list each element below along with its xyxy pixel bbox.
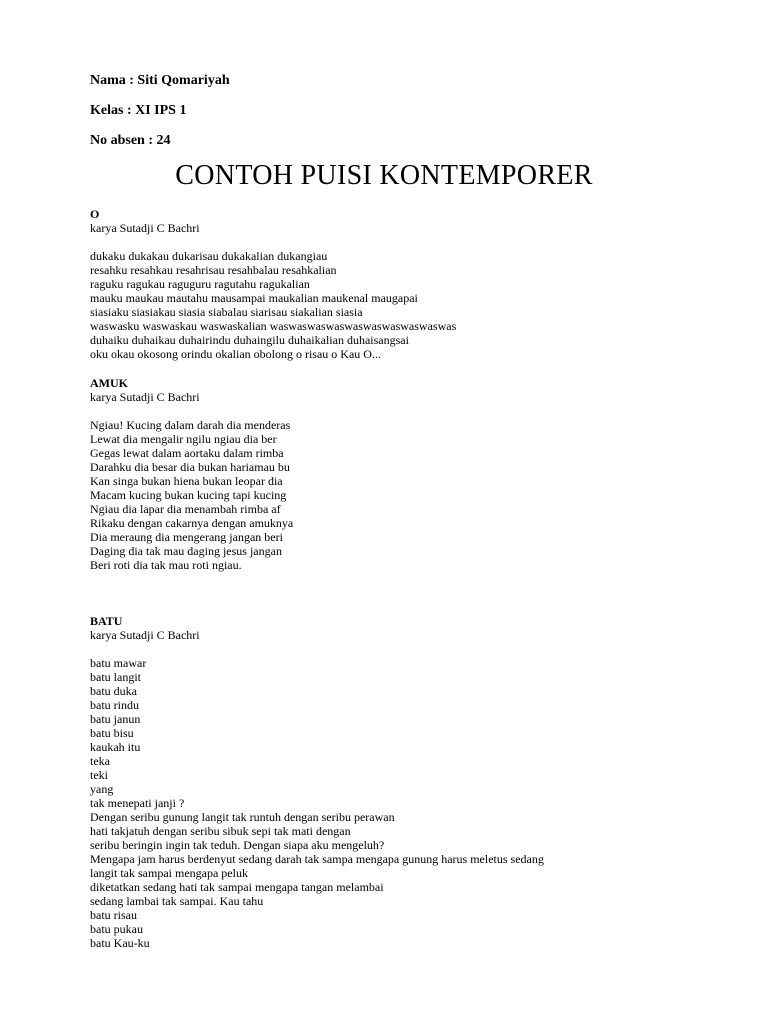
poem-line: Rikaku dengan cakarnya dengan amuknya <box>90 516 294 530</box>
poem-line: Daging dia tak mau daging jesus jangan <box>90 544 282 558</box>
poem-line: seribu beringin ingin tak teduh. Dengan siapa aku mengeluh? <box>90 838 385 852</box>
poem-line: duhaiku duhaikau duhairindu duhaingilu duhaikalian duhaisangsai <box>90 333 409 347</box>
poem-batu <box>90 614 544 950</box>
poem-line: batu Kau-ku <box>90 936 150 950</box>
poem-line: batu pukau <box>90 922 143 936</box>
poem-line: mauku maukau mautahu mausampai maukalian maukenal maugapai <box>90 291 418 305</box>
poem-amuk <box>90 376 293 572</box>
poem-line: raguku ragukau raguguru ragutahu ragukalian <box>90 277 310 291</box>
poem-body <box>90 249 456 361</box>
poem-line: Ngiau! Kucing dalam darah dia menderas <box>90 418 291 432</box>
poem-line: Lewat dia mengalir ngilu ngiau dia ber <box>90 432 277 446</box>
poem-line: teka <box>90 754 110 768</box>
poem-author: karya Sutadji C Bachri <box>90 221 200 235</box>
poem-line: diketatkan sedang hati tak sampai mengapa tangan melambai <box>90 880 384 894</box>
poem-line: batu janun <box>90 712 141 726</box>
poem-line: dukaku dukakau dukarisau dukakalian dukangiau <box>90 249 328 263</box>
poem-line: Macam kucing bukan kucing tapi kucing <box>90 488 287 502</box>
student-absen-number: No absen : 24 <box>90 133 171 148</box>
poem-line: Ngiau dia lapar dia menambah rimba af <box>90 502 281 516</box>
poem-line: batu duka <box>90 684 137 698</box>
poem-line: resahku resahkau resahrisau resahbalau resahkalian <box>90 263 337 277</box>
poem-line: Darahku dia besar dia bukan hariamau bu <box>90 460 290 474</box>
poem-line: Dengan seribu gunung langit tak runtuh dengan seribu perawan <box>90 810 395 824</box>
poem-line: yang <box>90 782 114 796</box>
document-title: CONTOH PUISI KONTEMPORER <box>175 160 593 191</box>
poem-line: langit tak sampai mengapa peluk <box>90 866 248 880</box>
poem-line: Gegas lewat dalam aortaku dalam rimba <box>90 446 284 460</box>
poem-title: O <box>90 207 100 221</box>
poem-line: batu langit <box>90 670 141 684</box>
student-name: Nama : Siti Qomariyah <box>90 73 230 88</box>
poem-body <box>90 418 293 572</box>
poem-line: waswasku waswaskau waswaskalian waswaswaswaswaswaswaswaswaswas <box>90 319 457 333</box>
poem-line: sedang lambai tak sampai. Kau tahu <box>90 894 264 908</box>
poem-author: karya Sutadji C Bachri <box>90 628 200 642</box>
poem-line: tak menepati janji ? <box>90 796 185 810</box>
poem-line: oku okau okosong orindu okalian obolong o risau o Kau O... <box>90 347 381 361</box>
poem-line: hati takjatuh dengan seribu sibuk sepi tak mati dengan <box>90 824 351 838</box>
poem-line: kaukah itu <box>90 740 141 754</box>
poem-line: Beri roti dia tak mau roti ngiau. <box>90 558 242 572</box>
poem-line: Dia meraung dia mengerang jangan beri <box>90 530 283 544</box>
poem-line: teki <box>90 768 108 782</box>
poem-line: batu bisu <box>90 726 134 740</box>
poem-line: batu risau <box>90 908 137 922</box>
student-class: Kelas : XI IPS 1 <box>90 103 187 118</box>
poem-line: batu rindu <box>90 698 139 712</box>
poem-line: Mengapa jam harus berdenyut sedang darah tak sampa mengapa gunung harus meletus sedang <box>90 852 544 866</box>
poem-line: siasiaku siasiakau siasia siabalau siarisau siakalian siasia <box>90 305 363 319</box>
poem-title: BATU <box>90 614 123 628</box>
poem-line: batu mawar <box>90 656 147 670</box>
poem-line: Kan singa bukan hiena bukan leopar dia <box>90 474 283 488</box>
poem-author: karya Sutadji C Bachri <box>90 390 200 404</box>
poem-body <box>90 656 544 950</box>
poem-title: AMUK <box>90 376 128 390</box>
poem-o <box>90 207 456 361</box>
